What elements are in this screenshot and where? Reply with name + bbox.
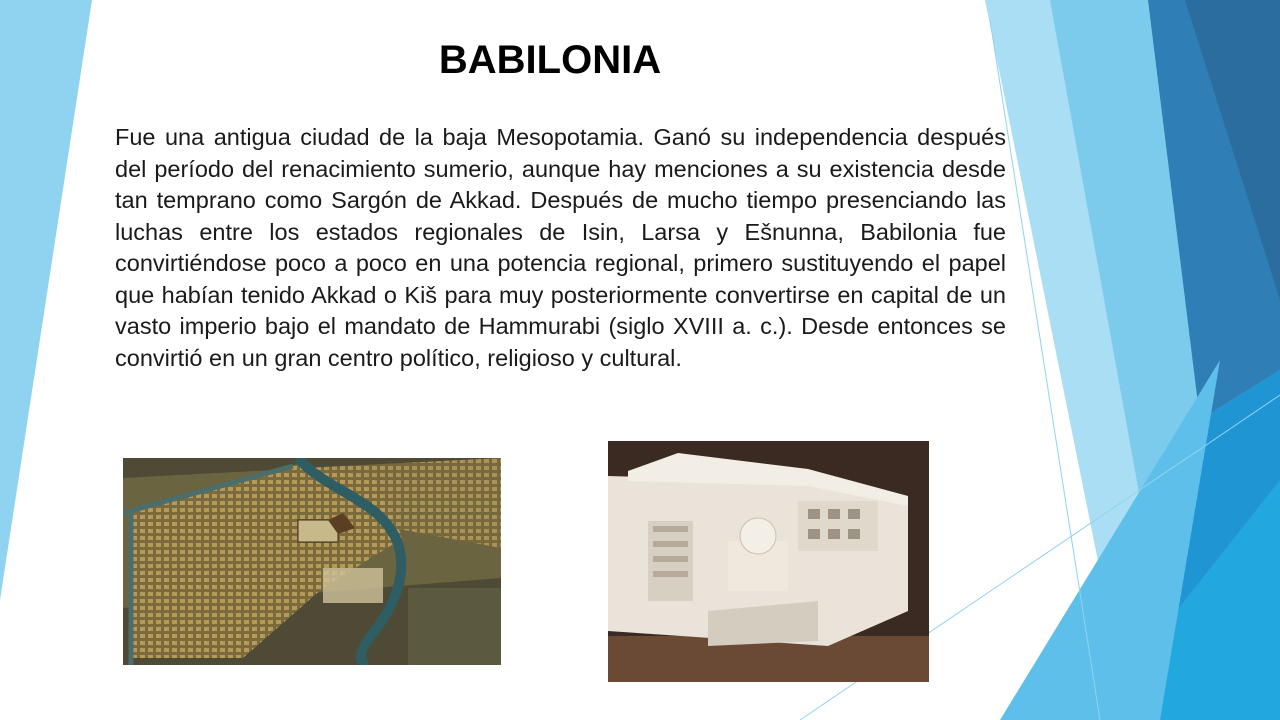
left-accent-shape [0, 0, 92, 600]
aerial-city-image [123, 458, 501, 665]
slide-title: BABILONIA [438, 38, 662, 82]
city-model-image [608, 441, 929, 682]
slide-body-text: Fue una antigua ciudad de la baja Mesopotamia. Ganó su independencia después del período del renacimiento sumerio, aunque hay menciones a su existencia desde tan temprano como Sargón de Akkad. Después de mucho tiempo presenciando las luchas entre los estados regionales de Isin, Larsa y Ešnunna, Babilonia fue convirtiéndose poco a poco en una potencia regional, primero sustituyendo el papel que habían tenido Akkad o Kiš para muy posteriormente convertirse en capital de un vasto imperio bajo el mandato de Hammurabi (siglo XVIII a. c.). Desde entonces se convirtió en un gran centro político, religioso y cultural. [115, 124, 1006, 371]
